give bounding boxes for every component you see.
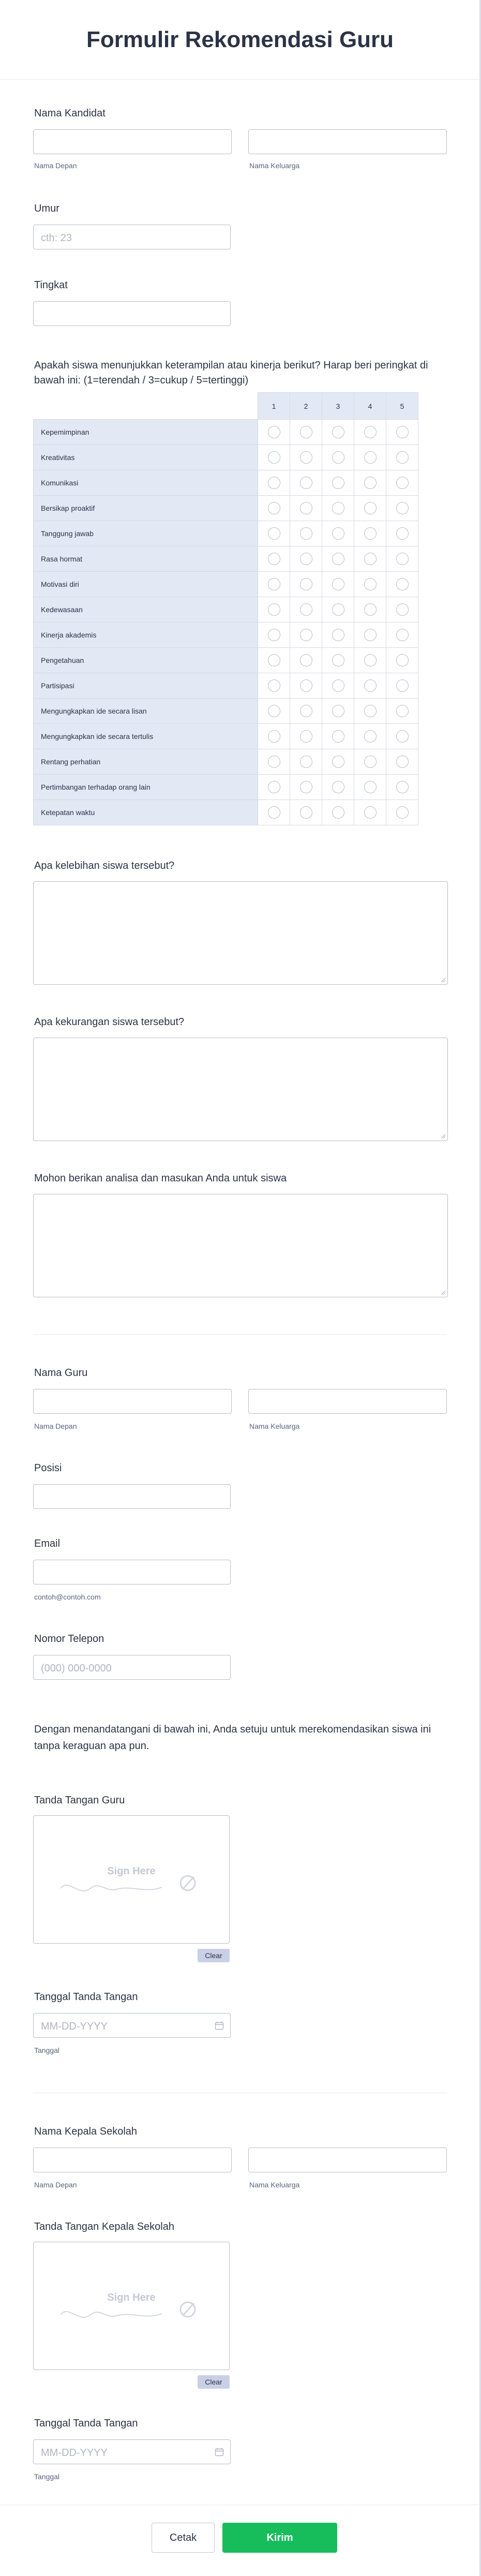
- rating-radio[interactable]: [396, 426, 409, 438]
- matrix-cell: [354, 572, 386, 597]
- matrix-cell: [386, 749, 418, 775]
- principal-date-label: Tanggal Tanda Tangan: [34, 2418, 138, 2429]
- matrix-cell: [290, 445, 322, 470]
- matrix-cell: [386, 648, 418, 673]
- matrix-row-label: Partisipasi: [34, 673, 258, 699]
- matrix-row-label: Rentang perhatian: [34, 749, 258, 775]
- candidate-first-name-input[interactable]: [33, 129, 232, 154]
- rating-radio[interactable]: [396, 654, 409, 667]
- matrix-cell: [386, 597, 418, 623]
- matrix-cell: [322, 724, 354, 749]
- matrix-cell: [290, 724, 322, 749]
- matrix-cell: [386, 775, 418, 800]
- matrix-cell: [354, 648, 386, 673]
- resize-handle-icon[interactable]: [441, 978, 446, 983]
- teacher-date-sublabel: Tanggal: [34, 2046, 60, 2054]
- submit-button[interactable]: Kirim: [222, 2523, 337, 2553]
- matrix-row: [34, 445, 418, 470]
- matrix-cell: [258, 496, 290, 521]
- matrix-cell: [322, 623, 354, 648]
- matrix-cell: [290, 496, 322, 521]
- matrix-row: [34, 496, 418, 521]
- matrix-row: [34, 724, 418, 749]
- matrix-cell: [386, 673, 418, 699]
- rating-radio[interactable]: [364, 527, 377, 540]
- matrix-body: [34, 420, 418, 825]
- matrix-cell: [290, 470, 322, 496]
- matrix-cell: [354, 673, 386, 699]
- matrix-cell: [322, 470, 354, 496]
- form-footer: [0, 2505, 480, 2576]
- rating-radio[interactable]: [396, 756, 409, 768]
- teacher-date-placeholder: MM-DD-YYYY: [41, 2021, 108, 2032]
- principal-date-sublabel: Tanggal: [34, 2473, 60, 2481]
- weaknesses-label: Apa kekurangan siswa tersebut?: [34, 1016, 185, 1028]
- candidate-last-name-sublabel: Nama Keluarga: [249, 161, 300, 170]
- matrix-row: [34, 673, 418, 699]
- email-input[interactable]: [33, 1560, 231, 1585]
- matrix-column-1: 1: [258, 393, 290, 420]
- rating-radio[interactable]: [300, 756, 312, 768]
- matrix-cell: [386, 724, 418, 749]
- matrix-cell: [258, 800, 290, 825]
- phone-label: Nomor Telepon: [34, 1633, 104, 1645]
- matrix-cell: [354, 521, 386, 546]
- matrix-cell: [354, 623, 386, 648]
- matrix-row-label: Pertimbangan terhadap orang lain: [34, 775, 258, 800]
- matrix-cell: [386, 470, 418, 496]
- matrix-cell: [354, 496, 386, 521]
- candidate-first-name-sublabel: Nama Depan: [34, 161, 77, 170]
- rating-radio[interactable]: [332, 679, 344, 692]
- matrix-cell: [322, 775, 354, 800]
- rating-radio[interactable]: [300, 629, 312, 641]
- matrix-row: [34, 749, 418, 775]
- rating-radio[interactable]: [268, 629, 280, 641]
- matrix-cell: [354, 724, 386, 749]
- rating-radio[interactable]: [332, 477, 344, 489]
- sign-here-placeholder: Sign Here: [107, 2292, 156, 2303]
- matrix-cell: [258, 699, 290, 724]
- grade-input[interactable]: [33, 301, 231, 326]
- rating-radio[interactable]: [300, 806, 312, 819]
- rating-radio[interactable]: [268, 730, 280, 743]
- matrix-column-4: 4: [354, 393, 386, 420]
- matrix-row: [34, 572, 418, 597]
- matrix-cell: [354, 749, 386, 775]
- matrix-cell: [290, 699, 322, 724]
- principal-name-label: Nama Kepala Sekolah: [34, 2126, 138, 2137]
- matrix-row-label: Rasa hormat: [34, 546, 258, 572]
- matrix-cell: [290, 597, 322, 623]
- rating-radio[interactable]: [364, 578, 377, 590]
- rating-radio[interactable]: [300, 502, 312, 514]
- matrix-column-2: 2: [290, 393, 322, 420]
- position-input[interactable]: [33, 1484, 231, 1509]
- matrix-corner: [34, 393, 258, 420]
- email-sublabel: contoh@contoh.com: [34, 1593, 101, 1601]
- rating-radio[interactable]: [396, 603, 409, 616]
- rating-radio[interactable]: [364, 451, 377, 464]
- form-header: [0, 0, 480, 80]
- matrix-cell: [258, 572, 290, 597]
- rating-radio[interactable]: [268, 578, 280, 590]
- matrix-cell: [322, 496, 354, 521]
- matrix-cell: [290, 420, 322, 445]
- matrix-cell: [258, 648, 290, 673]
- candidate-name-label: Nama Kandidat: [34, 108, 106, 119]
- matrix-cell: [322, 648, 354, 673]
- rating-radio[interactable]: [268, 477, 280, 489]
- rating-matrix: [33, 392, 418, 825]
- rating-radio[interactable]: [268, 502, 280, 514]
- rating-radio[interactable]: [300, 527, 312, 540]
- rating-radio[interactable]: [268, 679, 280, 692]
- resize-handle-icon[interactable]: [441, 1290, 446, 1295]
- matrix-cell: [258, 749, 290, 775]
- matrix-row-label: Komunikasi: [34, 470, 258, 496]
- rating-radio[interactable]: [268, 756, 280, 768]
- principal-date-input[interactable]: [33, 2439, 231, 2464]
- matrix-row: [34, 546, 418, 572]
- teacher-date-label: Tanggal Tanda Tangan: [34, 1991, 138, 2003]
- principal-signature-pad[interactable]: [33, 2242, 230, 2370]
- matrix-cell: [258, 470, 290, 496]
- matrix-cell: [258, 623, 290, 648]
- signature-doodle-icon: [58, 2294, 208, 2325]
- teacher-first-name-sublabel: Nama Depan: [34, 1422, 77, 1430]
- rating-radio[interactable]: [300, 603, 312, 616]
- matrix-row: [34, 521, 418, 546]
- rating-radio[interactable]: [332, 426, 344, 438]
- rating-radio[interactable]: [364, 553, 377, 565]
- matrix-cell: [258, 673, 290, 699]
- teacher-name-label: Nama Guru: [34, 1367, 88, 1379]
- analysis-label: Mohon berikan analisa dan masukan Anda untuk siswa: [34, 1173, 287, 1184]
- matrix-row-label: Kinerja akademis: [34, 623, 258, 648]
- matrix-cell: [354, 546, 386, 572]
- resize-handle-icon[interactable]: [441, 1134, 446, 1139]
- rating-radio[interactable]: [396, 451, 409, 464]
- rating-radio[interactable]: [332, 705, 344, 717]
- sign-here-placeholder: Sign Here: [107, 1866, 156, 1877]
- rating-radio[interactable]: [332, 603, 344, 616]
- grade-label: Tingkat: [34, 279, 68, 291]
- matrix-cell: [386, 445, 418, 470]
- rating-radio[interactable]: [268, 705, 280, 717]
- matrix-cell: [258, 445, 290, 470]
- rating-radio[interactable]: [268, 426, 280, 438]
- rating-radio[interactable]: [300, 578, 312, 590]
- rating-radio[interactable]: [332, 756, 344, 768]
- position-label: Posisi: [34, 1462, 62, 1474]
- rating-radio[interactable]: [332, 730, 344, 743]
- matrix-cell: [386, 420, 418, 445]
- rating-radio[interactable]: [300, 654, 312, 667]
- rating-radio[interactable]: [332, 451, 344, 464]
- matrix-column-5: 5: [386, 393, 418, 420]
- rating-radio[interactable]: [300, 477, 312, 489]
- matrix-cell: [290, 648, 322, 673]
- matrix-cell: [386, 800, 418, 825]
- rating-radio[interactable]: [364, 426, 377, 438]
- signature-doodle-icon: [58, 1868, 208, 1899]
- rating-radio[interactable]: [300, 730, 312, 743]
- strengths-label: Apa kelebihan siswa tersebut?: [34, 860, 175, 871]
- matrix-cell: [322, 800, 354, 825]
- rating-radio[interactable]: [332, 527, 344, 540]
- weaknesses-textarea[interactable]: [33, 1038, 448, 1141]
- age-input[interactable]: [33, 225, 231, 249]
- age-placeholder: cth: 23: [41, 232, 72, 244]
- matrix-cell: [322, 445, 354, 470]
- matrix-cell: [290, 673, 322, 699]
- matrix-cell: [386, 496, 418, 521]
- rating-radio[interactable]: [364, 502, 377, 514]
- teacher-last-name-input[interactable]: [248, 1389, 447, 1414]
- rating-radio[interactable]: [268, 451, 280, 464]
- print-button[interactable]: Cetak: [152, 2523, 215, 2553]
- matrix-cell: [322, 673, 354, 699]
- matrix-cell: [354, 445, 386, 470]
- rating-radio[interactable]: [268, 603, 280, 616]
- age-label: Umur: [34, 203, 59, 214]
- rating-radio[interactable]: [268, 806, 280, 819]
- rating-radio[interactable]: [364, 654, 377, 667]
- matrix-cell: [354, 699, 386, 724]
- rating-radio[interactable]: [268, 654, 280, 667]
- matrix-cell: [290, 572, 322, 597]
- matrix-cell: [322, 597, 354, 623]
- matrix-cell: [386, 623, 418, 648]
- matrix-cell: [322, 699, 354, 724]
- rating-radio[interactable]: [332, 553, 344, 565]
- matrix-cell: [258, 546, 290, 572]
- matrix-row: [34, 597, 418, 623]
- matrix-cell: [354, 775, 386, 800]
- matrix-cell: [290, 749, 322, 775]
- matrix-row-label: Ketepatan waktu: [34, 800, 258, 825]
- rating-radio[interactable]: [332, 629, 344, 641]
- principal-last-name-sublabel: Nama Keluarga: [249, 2181, 300, 2189]
- calendar-icon[interactable]: [215, 2447, 224, 2456]
- rating-radio[interactable]: [332, 806, 344, 819]
- matrix-cell: [386, 572, 418, 597]
- matrix-cell: [386, 546, 418, 572]
- rating-radio[interactable]: [364, 730, 377, 743]
- principal-first-name-sublabel: Nama Depan: [34, 2181, 77, 2189]
- principal-last-name-input[interactable]: [248, 2148, 447, 2172]
- rating-radio[interactable]: [364, 781, 377, 793]
- teacher-date-input[interactable]: [33, 2013, 231, 2038]
- principal-date-placeholder: MM-DD-YYYY: [41, 2447, 108, 2459]
- strengths-textarea[interactable]: [33, 881, 448, 985]
- rating-radio[interactable]: [396, 553, 409, 565]
- matrix-cell: [290, 800, 322, 825]
- matrix-cell: [354, 800, 386, 825]
- matrix-row: [34, 648, 418, 673]
- matrix-cell: [322, 521, 354, 546]
- email-label: Email: [34, 1538, 61, 1549]
- rating-radio[interactable]: [268, 527, 280, 540]
- matrix-row-label: Kepemimpinan: [34, 420, 258, 445]
- principal-signature-clear-button[interactable]: Clear: [198, 2375, 230, 2389]
- form-title: Formulir Rekomendasi Guru: [86, 27, 394, 52]
- rating-radio[interactable]: [332, 781, 344, 793]
- matrix-row: [34, 775, 418, 800]
- rating-radio[interactable]: [364, 806, 377, 819]
- matrix-row: [34, 623, 418, 648]
- matrix-row-label: Bersikap proaktif: [34, 496, 258, 521]
- rating-radio[interactable]: [364, 603, 377, 616]
- rating-radio[interactable]: [300, 679, 312, 692]
- rating-radio[interactable]: [364, 756, 377, 768]
- matrix-row: [34, 699, 418, 724]
- rating-radio[interactable]: [332, 654, 344, 667]
- matrix-cell: [290, 775, 322, 800]
- rating-radio[interactable]: [300, 553, 312, 565]
- teacher-signature-clear-button[interactable]: Clear: [198, 1949, 230, 1962]
- rating-radio[interactable]: [396, 527, 409, 540]
- matrix-cell: [290, 546, 322, 572]
- rating-radio[interactable]: [364, 477, 377, 489]
- matrix-cell: [322, 749, 354, 775]
- rating-radio[interactable]: [396, 730, 409, 743]
- rating-radio[interactable]: [396, 679, 409, 692]
- rating-radio[interactable]: [300, 426, 312, 438]
- rating-radio[interactable]: [364, 629, 377, 641]
- matrix-cell: [322, 572, 354, 597]
- matrix-header-row: [34, 393, 418, 420]
- phone-placeholder: (000) 000-0000: [41, 1663, 112, 1674]
- teacher-last-name-sublabel: Nama Keluarga: [249, 1422, 300, 1430]
- matrix-row: [34, 470, 418, 496]
- matrix-cell: [258, 597, 290, 623]
- consent-text: Dengan menandatangani di bawah ini, Anda setuju untuk merekomendasikan siswa ini tanpa keraguan apa pun.: [34, 1724, 431, 1752]
- rating-radio[interactable]: [268, 781, 280, 793]
- matrix-cell: [354, 420, 386, 445]
- rating-radio[interactable]: [300, 781, 312, 793]
- rating-radio[interactable]: [396, 502, 409, 514]
- teacher-signature-label: Tanda Tangan Guru: [34, 1795, 125, 1806]
- analysis-textarea[interactable]: [33, 1194, 448, 1297]
- rating-radio[interactable]: [364, 705, 377, 717]
- matrix-row-label: Kedewasaan: [34, 597, 258, 623]
- section-divider: [33, 1334, 447, 1335]
- matrix-row-label: Tanggung jawab: [34, 521, 258, 546]
- phone-input[interactable]: [33, 1655, 231, 1680]
- teacher-first-name-input[interactable]: [33, 1389, 232, 1414]
- calendar-icon[interactable]: [215, 2021, 224, 2030]
- matrix-cell: [386, 521, 418, 546]
- matrix-row: [34, 420, 418, 445]
- principal-first-name-input[interactable]: [33, 2148, 232, 2172]
- matrix-cell: [258, 521, 290, 546]
- matrix-cell: [258, 775, 290, 800]
- matrix-row-label: Pengetahuan: [34, 648, 258, 673]
- rating-radio[interactable]: [396, 578, 409, 590]
- matrix-cell: [290, 521, 322, 546]
- principal-signature-label: Tanda Tangan Kepala Sekolah: [34, 2221, 174, 2232]
- matrix-cell: [322, 420, 354, 445]
- matrix-column-3: 3: [322, 393, 354, 420]
- rating-radio[interactable]: [332, 578, 344, 590]
- matrix-cell: [290, 623, 322, 648]
- matrix-row-label: Kreativitas: [34, 445, 258, 470]
- matrix-row-label: Mengungkapkan ide secara lisan: [34, 699, 258, 724]
- rating-radio[interactable]: [396, 806, 409, 819]
- rating-radio[interactable]: [300, 451, 312, 464]
- matrix-cell: [258, 420, 290, 445]
- rating-radio[interactable]: [364, 679, 377, 692]
- rating-radio[interactable]: [300, 705, 312, 717]
- rating-question: Apakah siswa menunjukkan keterampilan atau kinerja berikut? Harap beri peringkat di bawah ini: (1=terendah / 3=cukup / 5=tertinggi): [34, 360, 428, 386]
- rating-radio[interactable]: [332, 502, 344, 514]
- rating-radio[interactable]: [268, 553, 280, 565]
- matrix-cell: [354, 470, 386, 496]
- matrix-cell: [354, 597, 386, 623]
- teacher-signature-pad[interactable]: [33, 1815, 230, 1944]
- matrix-cell: [386, 699, 418, 724]
- rating-radio[interactable]: [396, 477, 409, 489]
- matrix-row-label: Mengungkapkan ide secara tertulis: [34, 724, 258, 749]
- matrix-row-label: Motivasi diri: [34, 572, 258, 597]
- matrix-cell: [258, 724, 290, 749]
- matrix-cell: [322, 546, 354, 572]
- candidate-last-name-input[interactable]: [248, 129, 447, 154]
- matrix-row: [34, 800, 418, 825]
- rating-radio[interactable]: [396, 629, 409, 641]
- rating-radio[interactable]: [396, 781, 409, 793]
- rating-radio[interactable]: [396, 705, 409, 717]
